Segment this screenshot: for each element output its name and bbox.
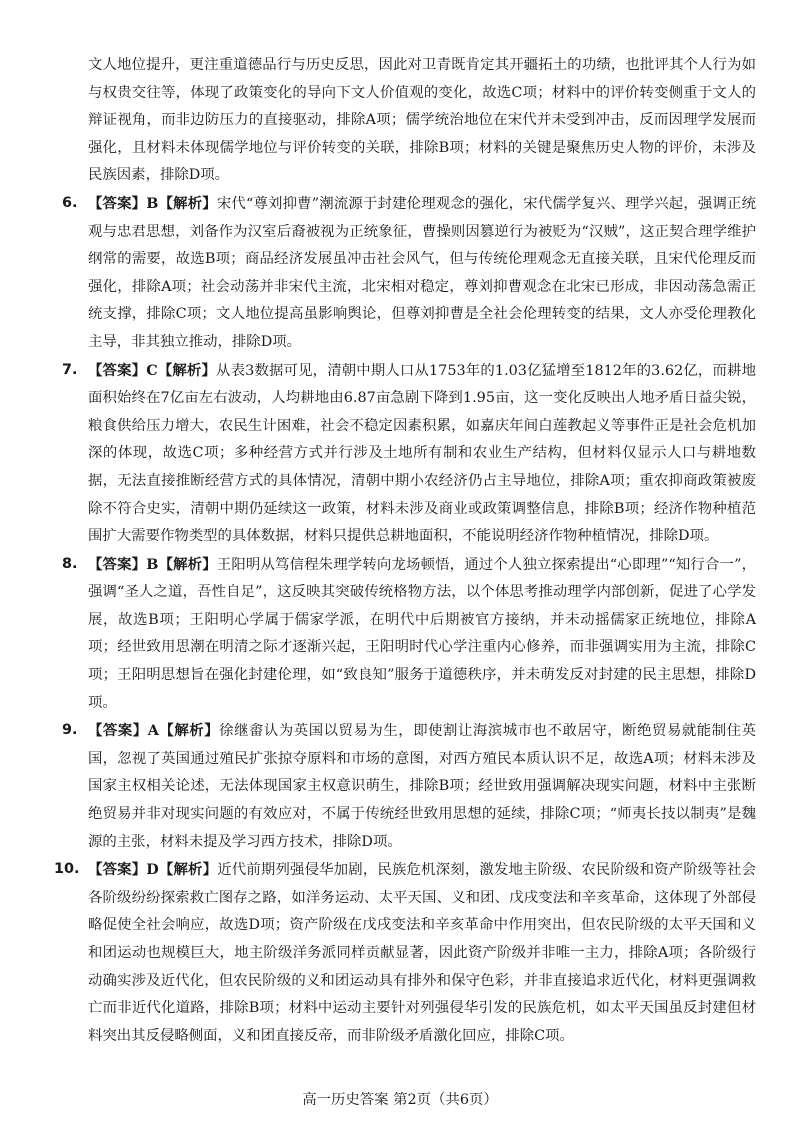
answer-choice: B (146, 555, 159, 573)
answer-item-8 (62, 551, 756, 718)
answer-label: 【答案】 (88, 555, 147, 573)
analysis-text: 宋代“尊刘抑曹”潮流源于封建伦理观念的强化，宋代儒学复兴、理学兴起，强调正统观与忠君思想，刘备作为汉室后裔被视为正统象征，曹操则因篡逆行为被贬为“汉贼”，这正契合理学维护纲常的需要，故选B项；商品经济发展虽冲击社会风气，但与传统伦理观念无直接关联，且宋代伦理反而强化，排除A项；社会动荡并非宋代主流，北宋相对稳定，尊刘抑曹观念在北宋已形成，非因动荡急需正统支撑，排除C项；文人地位提高虽影响舆论，但尊刘抑曹是全社会伦理转变的结果，文人亦受伦理教化主导，非其独立推动，排除D项。 (88, 195, 756, 350)
answer-choice: A (147, 722, 159, 740)
answer-content (54, 52, 756, 1050)
answer-label: 【答案】 (88, 194, 147, 212)
answer-item-9 (62, 717, 756, 856)
question-number: 9. (62, 722, 78, 739)
analysis-text: 从表3数据可见，清朝中期人口从1753年的1.03亿猛增至1812年的3.62亿，而耕地面积始终在7亿亩左右波动，人均耕地由6.87亩急剧下降到1.95亩，这一变化反映出人地矛盾日益尖锐，粮食供给压力增大，农民生计困难，社会不稳定因素积累，如嘉庆年间白莲教起义等事件正是社会危机加深的体现，故选C项；多种经营方式并行涉及土地所有制和农业生产结构，但材料仅显示人口与耕地数据，无法直接推断经营方式的具体情况，清朝中期小农经济仍占主导地位，排除A项；重农抑商政策被废除不符合史实，清朝中期仍延续这一政策，材料未涉及商业或政策调整信息，排除B项；经济作物种植范围扩大需要作物类型的具体数据，材料只提供总耕地面积，不能说明经济作物种植情况，排除D项。 (88, 362, 756, 545)
analysis-label: 【解析】 (158, 722, 220, 740)
continued-analysis-paragraph: 文人地位提升，更注重道德品行与历史反思，因此对卫青既肯定其开疆拓土的功绩，也批评其个人行为如与权贵交往等，体现了政策变化的导向下文人价值观的变化，故选C项；材料中的评价转变侧重于文人的辩证视角，而非边防压力的直接驱动，排除A项；儒学统治地位在宋代并未受到冲击，反而因理学发展而强化，且材料未体现儒学地位与评价转变的关联，排除B项；材料的关键是聚焦历史人物的评价，未涉及民族因素，排除D项。 (88, 57, 756, 184)
answer-label: 【答案】 (88, 722, 148, 740)
analysis-label: 【解析】 (158, 194, 217, 212)
answer-label: 【答案】 (88, 861, 147, 879)
analysis-text: 徐继畬认为英国以贸易为生，即使割让海滨城市也不敢居守，断绝贸易就能制住英国，忽视了英国通过殖民扩张掠夺原料和市场的意图，对西方殖民本质认识不足，故选A项；材料未涉及国家主权相关论述，无法体现国家主权意识萌生，排除B项；经世致用强调解决现实问题，材料中主张断绝贸易并非对现实问题的有效应对，不属于传统经世致用思想的延续，排除C项；“师夷长技以制夷”是魏源的主张，材料未提及学习西方技术，排除D项。 (88, 723, 756, 850)
analysis-label: 【解析】 (157, 361, 217, 379)
answer-choice: C (146, 361, 158, 379)
question-number: 6. (62, 194, 78, 211)
answer-choice: D (146, 861, 159, 879)
analysis-text: 王阳明从笃信程朱理学转向龙场顿悟，通过个人独立探索提出“心即理”“知行合一”，强调“圣人之道，吾性自足”，这反映其突破传统格物方法，以个体思考推动理学内部创新，促进了心学发展，故选B项；王阳明心学属于儒家学派，在明代中后期被官方接纳，并未动摇儒家正统地位，排除A项；经世致用思潮在明清之际才逐渐兴起，王阳明时代心学注重内心修养，而非强调实用为主流，排除C项；王阳明思想旨在强化封建伦理，如“致良知”服务于道德秩序，并未萌发反对封建的民主思想，排除D项。 (88, 556, 756, 711)
page-footer: 高一历史答案 第2页（共6页） (302, 1092, 498, 1108)
question-number: 8. (62, 555, 78, 572)
analysis-text: 近代前期列强侵华加剧，民族危机深刻，激发地主阶级、农民阶级和资产阶级等社会各阶级纷纷探索救亡图存之路，如洋务运动、太平天国、义和团、戊戌变法和辛亥革命，这体现了外部侵略促使全社会响应，故选D项；资产阶级在戊戌变法和辛亥革命中作用突出，但农民阶级的太平天国和义和团运动也规模巨大，地主阶级洋务派同样贡献显著，因此资产阶级并非唯一主力，排除A项；各阶级行动确实涉及近代化，但农民阶级的义和团运动具有排外和保守色彩，并非直接追求近代化，材料更强调救亡而非近代化道路，排除B项；材料中运动主要针对列强侵华引发的民族危机，如太平天国虽反封建但材料突出其反侵略侧面，义和团直接反帝，而非阶级矛盾激化回应，排除C项。 (88, 862, 756, 1044)
analysis-label: 【解析】 (158, 555, 217, 573)
question-number: 10. (54, 861, 80, 878)
answer-label: 【答案】 (88, 361, 147, 379)
question-number: 7. (62, 361, 78, 378)
answer-item-10 (54, 856, 756, 1050)
analysis-label: 【解析】 (158, 861, 218, 879)
answer-item-7 (62, 357, 756, 551)
answer-choice: B (146, 194, 159, 212)
answer-item-6 (62, 190, 756, 357)
